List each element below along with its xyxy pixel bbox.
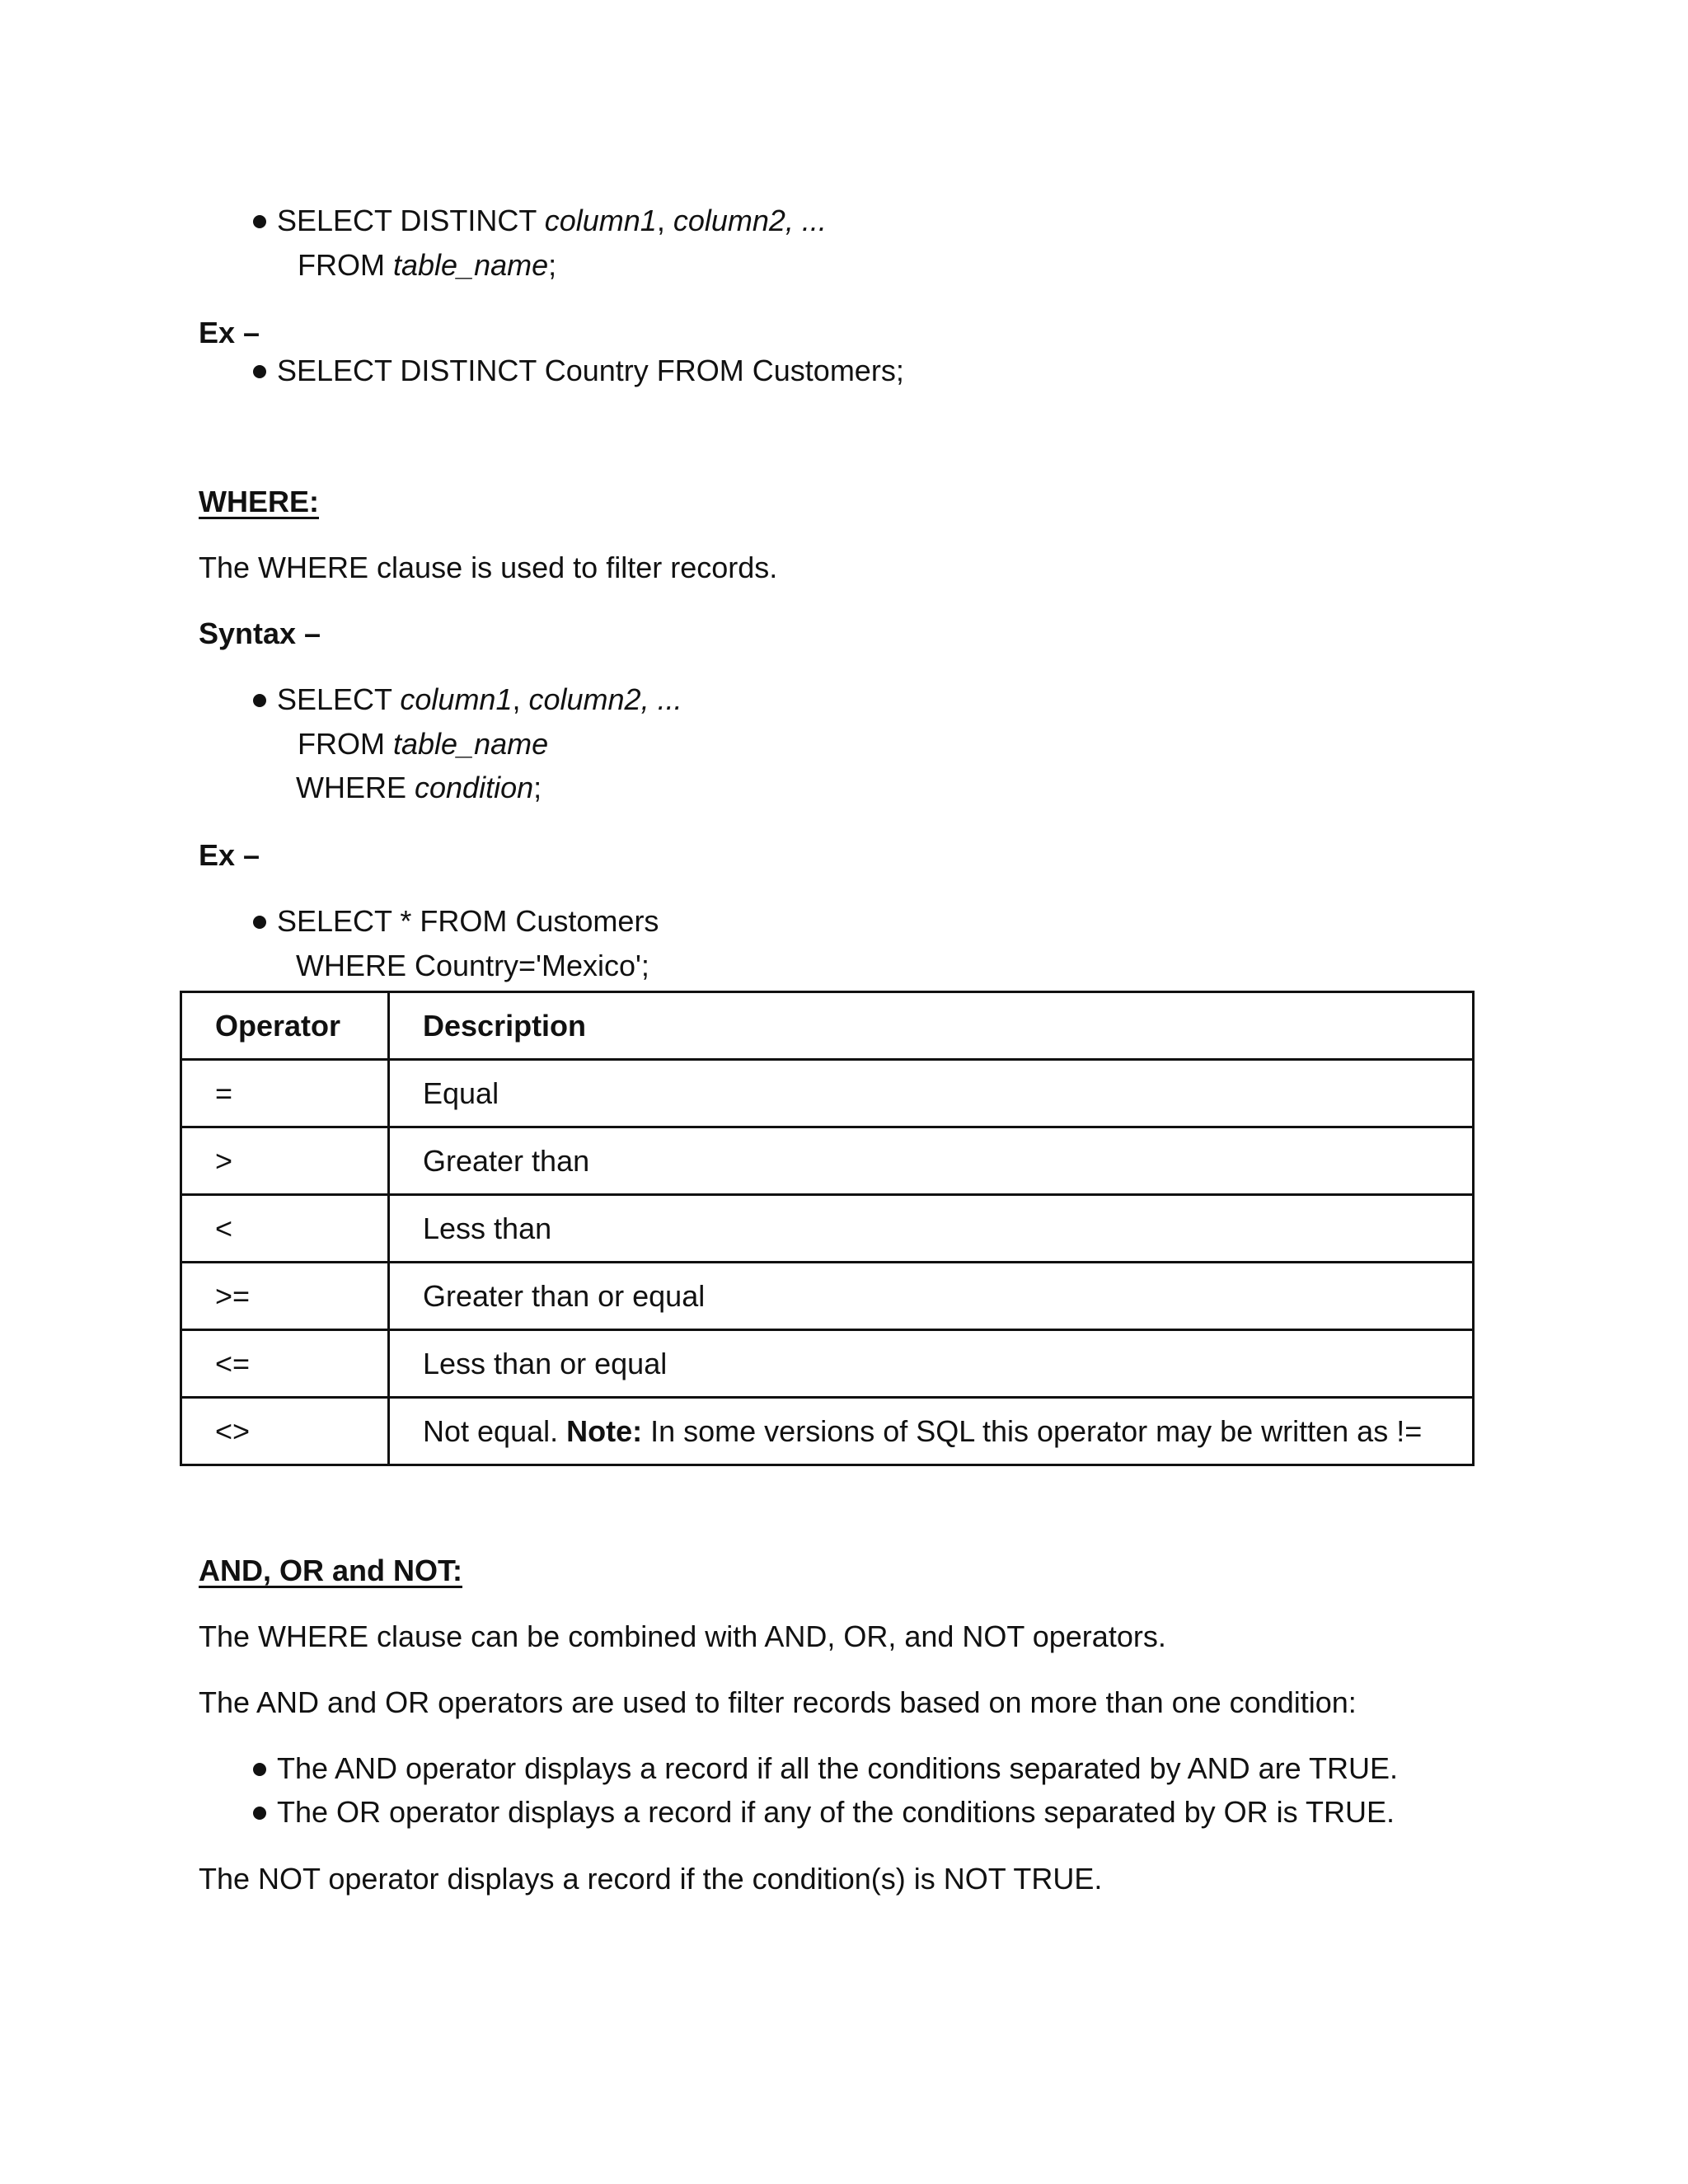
and-or-not-para2: The AND and OR operators are used to filter records based on more than one condition:: [199, 1685, 1357, 1719]
bullet-icon: [253, 916, 266, 929]
table-name-placeholder: table_name: [392, 727, 549, 761]
where-syntax-line2: [298, 723, 548, 766]
where-example-label: Ex –: [199, 838, 260, 872]
table-row: [181, 1263, 1474, 1330]
statement-end: ;: [548, 248, 557, 282]
and-or-not-heading: AND, OR and NOT:: [199, 1554, 462, 1587]
table-name-placeholder: table_name: [392, 248, 549, 282]
column-separator: ,: [512, 682, 529, 716]
distinct-syntax-line1: [277, 199, 827, 242]
table-row: [181, 1398, 1474, 1465]
header-description: Description: [389, 992, 1474, 1060]
table-header-row: [181, 992, 1474, 1060]
column1-placeholder: column1: [400, 682, 513, 716]
description-cell: Greater than: [389, 1127, 1474, 1195]
column-separator: ,: [656, 204, 673, 237]
note-label: Note:: [566, 1413, 643, 1448]
distinct-example-label: Ex –: [199, 316, 260, 349]
and-bullet: The AND operator displays a record if all the conditions separated by AND are TRUE.: [277, 1751, 1399, 1785]
where-keyword: WHERE: [296, 771, 415, 804]
select-keyword: SELECT: [277, 682, 401, 716]
where-heading: WHERE:: [199, 485, 319, 518]
table-row: [181, 1127, 1474, 1195]
description-cell: Less than: [389, 1195, 1474, 1263]
column2-placeholder: column2, ...: [528, 682, 682, 716]
bullet-icon: [253, 215, 266, 228]
statement-end: ;: [533, 771, 542, 804]
bullet-icon: [253, 1763, 266, 1776]
operator-cell: >: [181, 1127, 389, 1195]
where-example-line2: WHERE Country='Mexico';: [296, 949, 649, 982]
operator-cell: >=: [181, 1263, 389, 1330]
distinct-example-line: SELECT DISTINCT Country FROM Customers;: [277, 354, 904, 387]
where-description: The WHERE clause is used to filter records.: [199, 551, 778, 584]
not-para: The NOT operator displays a record if the condition(s) is NOT TRUE.: [199, 1862, 1103, 1896]
operator-cell: <: [181, 1195, 389, 1263]
description-cell: Less than or equal: [389, 1330, 1474, 1398]
column2-placeholder: column2, ...: [673, 204, 827, 237]
operator-cell: <>: [181, 1398, 389, 1465]
or-bullet: The OR operator displays a record if any of the conditions separated by OR is TRUE.: [277, 1795, 1395, 1829]
and-or-not-para1: The WHERE clause can be combined with AND, OR, and NOT operators.: [199, 1619, 1166, 1653]
distinct-syntax-line2: [298, 244, 556, 287]
operators-table: [180, 991, 1475, 1466]
operator-cell: =: [181, 1060, 389, 1127]
from-keyword: FROM: [298, 727, 393, 761]
description-cell: [389, 1398, 1474, 1465]
where-syntax-line1: [277, 678, 682, 721]
distinct-keyword: SELECT DISTINCT: [277, 204, 545, 237]
description-cell: Equal: [389, 1060, 1474, 1127]
condition-placeholder: condition: [415, 771, 534, 804]
where-syntax-label: Syntax –: [199, 616, 321, 650]
description-cell: Greater than or equal: [389, 1263, 1474, 1330]
description-text: Not equal.: [423, 1413, 567, 1448]
operator-cell: <=: [181, 1330, 389, 1398]
table-row: [181, 1330, 1474, 1398]
bullet-icon: [253, 365, 266, 378]
where-example-line1: SELECT * FROM Customers: [277, 904, 659, 938]
note-text: In some versions of SQL this operator may be written as !=: [642, 1413, 1423, 1448]
table-row: [181, 1060, 1474, 1127]
bullet-icon: [253, 694, 266, 707]
table-row: [181, 1195, 1474, 1263]
from-keyword: FROM: [298, 248, 393, 282]
column1-placeholder: column1: [544, 204, 657, 237]
header-operator: Operator: [181, 992, 389, 1060]
where-syntax-line3: [296, 766, 542, 809]
bullet-icon: [253, 1807, 266, 1820]
